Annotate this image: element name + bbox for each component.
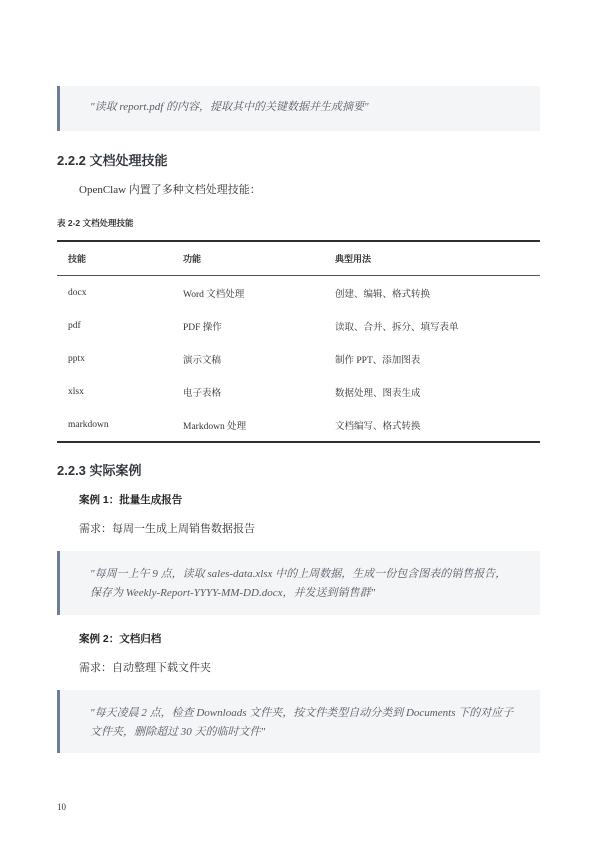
blockquote-case2 [57,690,540,753]
intro-paragraph: OpenClaw 内置了多种文档处理技能： [79,184,261,196]
blockquote-case1 [57,551,540,615]
table-cell-function: 电子表格 [183,388,222,399]
table-row [57,375,540,408]
table-header-cell: 技能 [68,254,87,264]
table-cell-function: PDF 操作 [183,322,222,333]
table-cell-usage: 文档编写、格式转换 [335,421,421,432]
table-header-cell: 功能 [183,254,202,264]
table-row [57,309,540,342]
skills-table [57,240,540,443]
table-header-cell: 典型用法 [335,254,372,264]
table-cell-usage: 制作 PPT、添加图表 [335,355,421,366]
table-cell-skill: pptx [68,353,85,364]
table-cell-function: Word 文档处理 [183,289,245,300]
table-row [57,408,540,442]
table-caption: 表 2-2 文档处理技能 [57,218,134,228]
table-cell-usage: 数据处理、图表生成 [335,388,421,399]
table-cell-usage: 读取、合并、拆分、填写表单 [335,322,459,333]
section-heading-cases: 2.2.3 实际案例 [57,463,142,478]
table-row [57,342,540,375]
table-cell-skill: pdf [68,320,81,331]
blockquote-text: "每周一上午 9 点，读取 sales-data.xlsx 中的上周数据，生成一份包含图表的销售报告，保存为 Weekly-Report-YYYY-MM-DD.docx，并发送到销售群" [90,568,507,599]
blockquote-text: "每天凌晨 2 点，检查 Downloads 文件夹，按文件类型自动分类到 Documents 下的对应子文件夹，删除超过 30 天的临时文件" [90,707,514,738]
table-cell-skill: docx [68,287,87,298]
case2-title: 案例 2：文档归档 [79,633,162,645]
case1-title: 案例 1：批量生成报告 [79,494,183,506]
table-cell-skill: xlsx [68,386,84,397]
table-cell-skill: markdown [68,419,109,430]
table-row [57,276,540,310]
table-cell-function: Markdown 处理 [183,421,247,432]
blockquote-top [57,86,540,131]
table-header-row [57,241,540,276]
table-cell-usage: 创建、编辑、格式转换 [335,289,431,300]
case1-requirement: 需求：每周一生成上周销售数据报告 [79,523,255,535]
case2-requirement: 需求：自动整理下载文件夹 [79,662,211,674]
blockquote-text: "读取 report.pdf 的内容，提取其中的关键数据并生成摘要" [90,101,369,113]
page-number: 10 [57,802,66,812]
table-cell-function: 演示文稿 [183,355,222,366]
section-heading-doc-skills: 2.2.2 文档处理技能 [57,153,168,168]
